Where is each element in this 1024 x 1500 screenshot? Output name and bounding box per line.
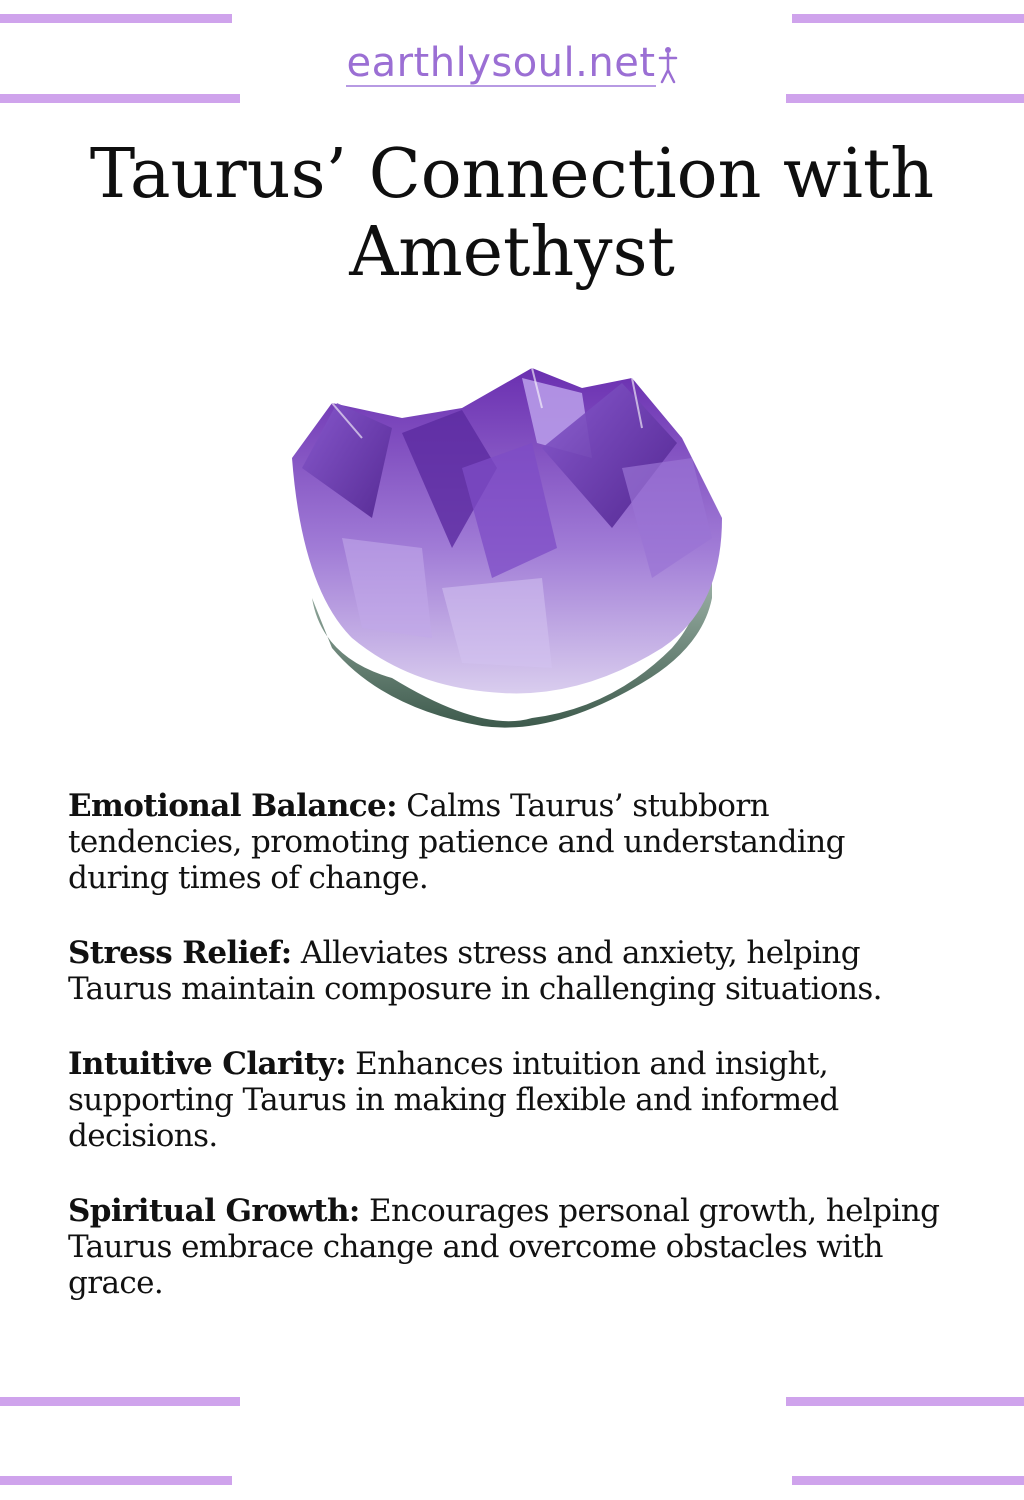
benefit-text: Encourages personal growth, helping Taurus embrace change and overcome obstacles with grace. [68,1193,940,1301]
benefit-text: Alleviates stress and anxiety, helping Taurus maintain composure in challenging situations. [68,935,882,1007]
decor-bar-top-left-2 [0,94,240,103]
decor-bar-bottom-right-1 [786,1397,1024,1406]
site-logo-text: earthlysoul.net [346,40,656,86]
decor-bar-top-left-1 [0,14,232,23]
benefit-item [68,1193,948,1301]
benefit-label: Intuitive Clarity: [68,1046,346,1082]
decor-bar-top-right-1 [792,14,1024,23]
page-title: Taurus’ Connection with Amethyst [89,135,935,292]
decor-bar-bottom-left-2 [0,1476,232,1485]
benefits-list [68,788,948,1340]
benefit-item [68,1046,948,1154]
benefit-text: Enhances intuition and insight, supporting Taurus in making flexible and informed decisions. [68,1046,839,1154]
benefit-item [68,788,948,896]
benefit-item [68,935,948,1007]
benefit-label: Emotional Balance: [68,788,398,824]
site-logo-link[interactable] [338,38,688,90]
amethyst-crystal-image [282,348,732,738]
benefit-label: Stress Relief: [68,935,292,971]
yoga-figure-icon [656,44,680,84]
decor-bar-bottom-right-2 [792,1476,1024,1485]
benefit-text: Calms Taurus’ stubborn tendencies, promoting patience and understanding during times of change. [68,788,845,896]
decor-bar-bottom-left-1 [0,1397,240,1406]
decor-bar-top-right-2 [786,94,1024,103]
benefit-label: Spiritual Growth: [68,1193,360,1229]
